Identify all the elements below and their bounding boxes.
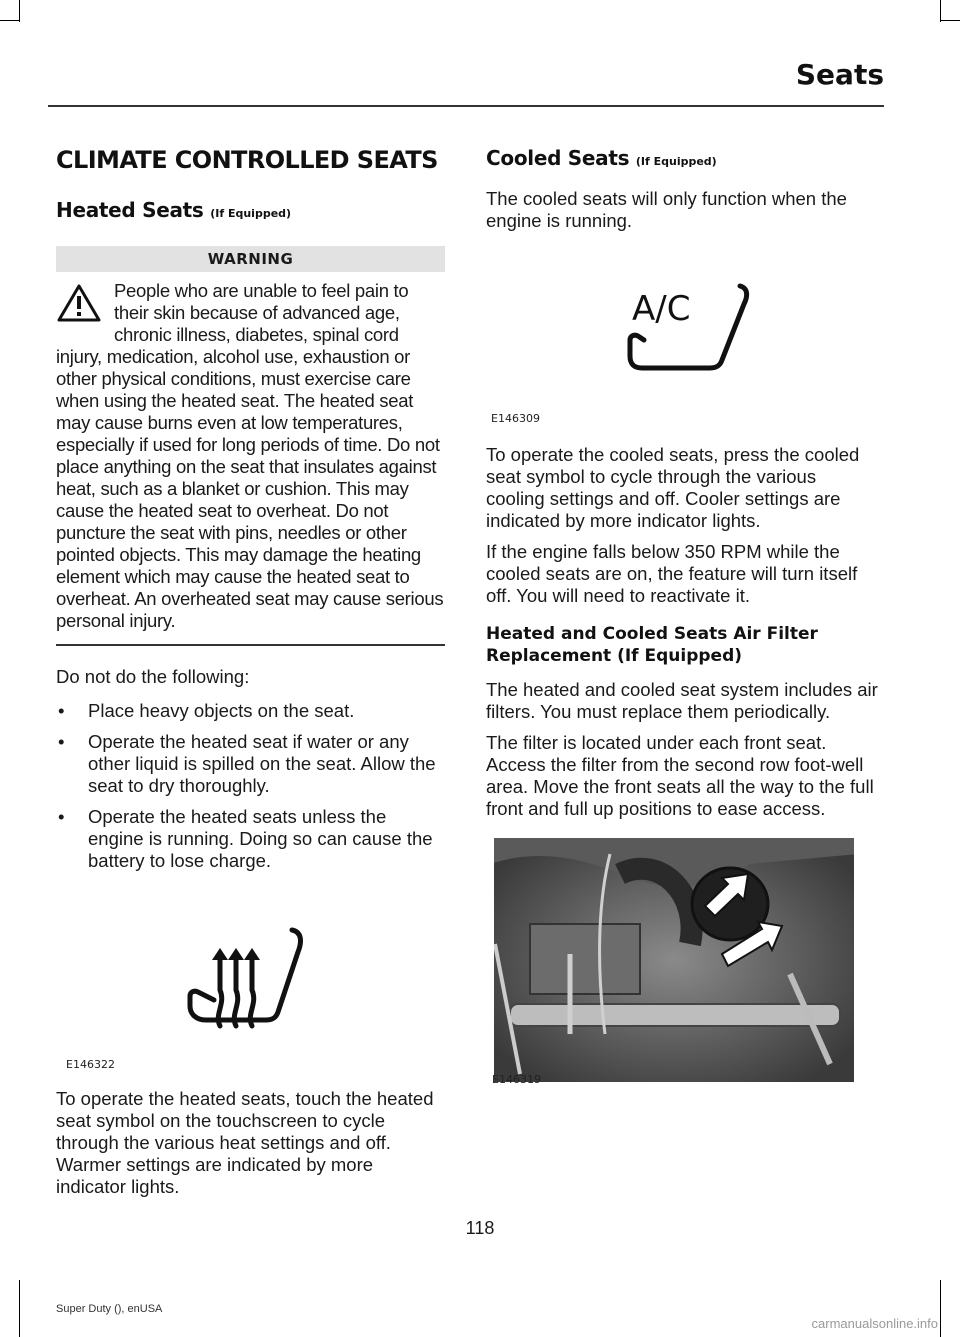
cooled-seats-qualifier: (If Equipped): [635, 155, 717, 168]
warning-box: [56, 246, 445, 646]
filter-text-2: The filter is located under each front seat. Access the filter from the second row foot-well area. Move the front seats all the way to the full front and full up positions to ease access.: [486, 732, 874, 819]
right-column: [486, 140, 879, 1086]
crop-mark: [19, 0, 20, 22]
ac-label: A/C: [632, 289, 691, 329]
crop-mark: [940, 20, 960, 21]
warning-text: People who are unable to feel pain to their skin because of advanced age, chronic illness, diabetes, spinal cord injury, medication, alcohol use, exhaustion or other physical conditions, must exercise care when using the heated seat. The heated seat may cause burns even at low temperatures, especially if used for long periods of time. Do not place anything on the seat that insulates against heat, such as a blanket or cushion. This may cause the heated seat to overheat. Do not puncture the seat with pins, needles or other pointed objects. This may damage the heating element which may cause the heated seat to overheat. An overheated seat may cause serious personal injury.: [56, 280, 444, 631]
heated-seat-figure: [56, 892, 445, 1074]
heated-seat-icon: [184, 922, 314, 1042]
do-not-intro: Do not do the following:: [56, 666, 250, 687]
rpm-text: If the engine falls below 350 RPM while the cooled seats are on, the feature will turn itself off. You will need to reactivate it.: [486, 541, 858, 606]
crop-mark: [19, 1280, 20, 1337]
section-title: CLIMATE CONTROLLED SEATS: [56, 146, 438, 174]
page-title: Seats: [795, 58, 884, 91]
list-item: • Place heavy objects on the seat.: [56, 700, 445, 722]
figure-id: E146309: [491, 412, 540, 425]
crop-mark: [0, 20, 20, 21]
filter-location-illustration: [490, 834, 858, 1086]
crop-mark: [940, 0, 941, 22]
list-item: • Operate the heated seat if water or any other liquid is spilled on the seat. Allow the seat to dry thoroughly.: [56, 731, 445, 797]
list-item: • Operate the heated seats unless the engine is running. Doing so can cause the battery to lose charge.: [56, 806, 445, 872]
figure-id: E146319: [492, 1073, 541, 1086]
warning-triangle-icon: [56, 283, 102, 323]
heated-seats-heading: [56, 198, 445, 222]
warning-label: WARNING: [56, 246, 445, 272]
do-not-list: [56, 700, 445, 872]
warning-divider: [56, 644, 445, 646]
cooled-seat-icon: [624, 278, 754, 378]
cooled-seat-figure: [486, 238, 879, 434]
watermark: carmanualsonline.info: [811, 1316, 938, 1331]
doc-info: Super Duty (), enUSA: [56, 1303, 163, 1315]
cooled-seats-title: Cooled Seats: [486, 146, 630, 170]
page-number: 118: [465, 1218, 495, 1238]
cooled-intro: The cooled seats will only function when the engine is running.: [486, 188, 847, 231]
heated-seats-title: Heated Seats: [56, 198, 204, 222]
filter-location-photo: [486, 834, 879, 1086]
figure-id: E146322: [66, 1058, 115, 1071]
warning-body: [56, 280, 445, 632]
header-divider: [48, 105, 884, 107]
filter-heading: Heated and Cooled Seats Air Filter Replacement (If Equipped): [486, 624, 818, 666]
cooled-seats-heading: [486, 146, 879, 170]
crop-mark: [940, 1280, 941, 1337]
heated-seats-qualifier: (If Equipped): [210, 207, 292, 220]
heated-operate-text: To operate the heated seats, touch the heated seat symbol on the touchscreen to cycle through the various heat settings and off. Warmer settings are indicated by more indicator lights.: [56, 1088, 434, 1197]
filter-text-1: The heated and cooled seat system includes air filters. You must replace them periodically.: [486, 679, 878, 722]
left-column: [56, 140, 445, 1198]
cooled-operate-text: To operate the cooled seats, press the cooled seat symbol to cycle through the various cooling settings and off. Cooler settings are indicated by more indicator lights.: [486, 444, 860, 531]
